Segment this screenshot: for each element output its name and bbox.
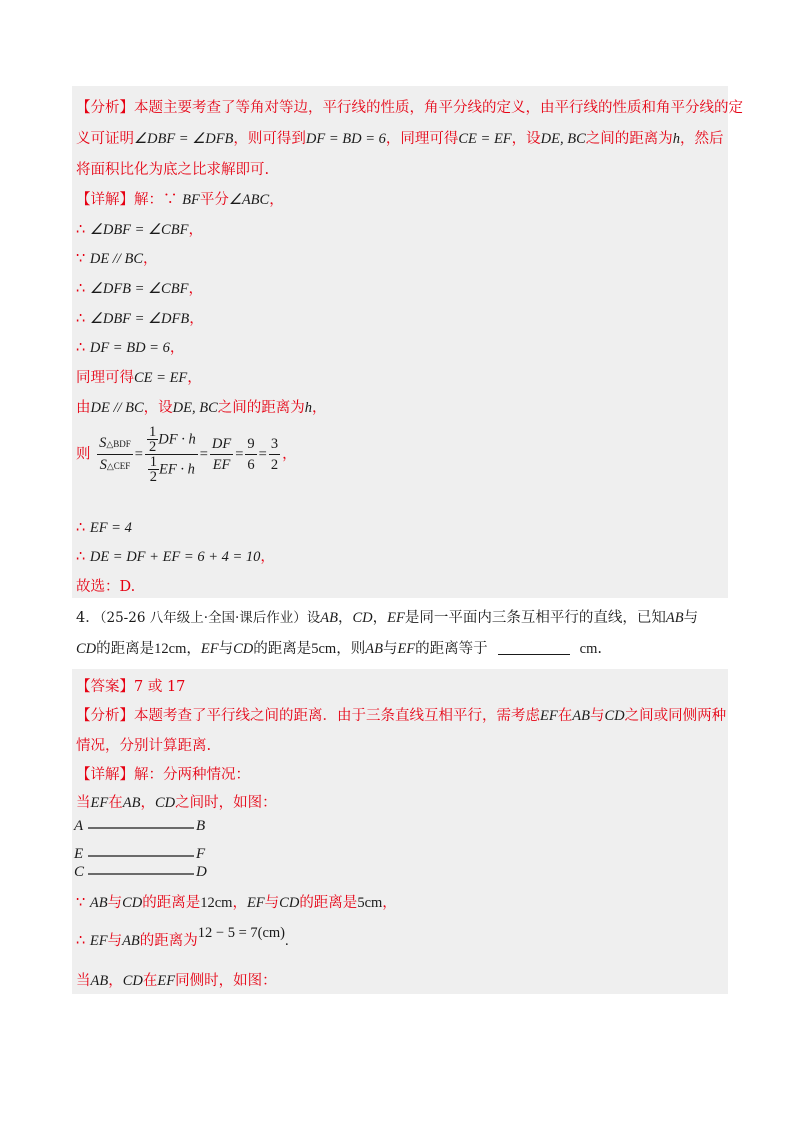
because-symbol: ∵ (163, 192, 178, 208)
analysis-text: 将面积比化为底之比求解即可. (76, 162, 270, 178)
detail-text: ， (382, 895, 397, 911)
math-expr: 12cm (154, 641, 187, 657)
analysis-line-1 (76, 98, 743, 118)
math-expr: CD (76, 641, 97, 657)
reason-line-1 (76, 893, 397, 913)
math-expr: CE = EF (134, 370, 188, 386)
point-label-a: A (74, 818, 84, 834)
point-label-f: F (196, 846, 206, 862)
analysis-4-line-2 (76, 736, 211, 756)
detail-text: 与 (107, 895, 123, 911)
math-expr: EF (246, 895, 265, 911)
analysis-text: 在 (557, 708, 573, 724)
reason-line-2 (76, 925, 289, 951)
math-expr: EF (200, 641, 219, 657)
detail-line-8: 由DE // BC，设DE, BC之间的距离为h， (76, 400, 327, 416)
detail-text: 同理可得 (76, 370, 134, 386)
detail-line-10 (76, 518, 132, 538)
math-expr: DE, BC (540, 131, 586, 147)
math-expr: ∠DBF = ∠DFB (134, 131, 234, 147)
question-text: 与 (218, 641, 234, 657)
triangle-subscript: △CEF (106, 461, 131, 471)
half-denominator: 2 (149, 469, 158, 485)
case-2-line (76, 971, 277, 991)
half-numerator: 1 (149, 454, 158, 470)
analysis-text: 【分析】本题考查了平行线之间的距离．由于三条直线互相平行，需考虑 (76, 708, 540, 724)
point-label-c: C (74, 864, 85, 880)
detail-text: 平分 (199, 192, 229, 208)
detail-text: 的距离为 (139, 933, 198, 949)
analysis-text: 与 (589, 708, 605, 724)
math-expr: EF (397, 641, 416, 657)
math-expr: h (672, 131, 681, 147)
analysis-text: 义可证明 (76, 131, 134, 147)
math-expr: 12cm (200, 895, 233, 911)
detail-line-5: ∴ ∠DBF = ∠DFB， (76, 311, 204, 327)
punct: ， (269, 192, 284, 208)
math-expr: AB (122, 933, 140, 949)
ratio-numerator: 9 (245, 434, 256, 455)
analysis-4-line-1 (76, 706, 726, 726)
therefore-symbol: ∴ (76, 549, 86, 565)
math-expr: AB (90, 973, 109, 989)
detail-text: ，设 (143, 400, 173, 416)
detail-text: 与 (264, 895, 280, 911)
therefore-symbol: ∴ (76, 311, 86, 327)
answer-blank[interactable] (498, 640, 570, 655)
math-expr: AB (320, 610, 338, 626)
detail-text: 当 (76, 795, 91, 811)
ratio-denominator: 6 (247, 457, 255, 473)
detail-text: 的距离是 (299, 895, 358, 911)
question-text: 的距离是 (96, 641, 155, 657)
detail-line-12 (76, 577, 135, 597)
math-expr: 5cm (311, 641, 337, 657)
question-source: （25-26 八年级上·全国·课后作业）设 (99, 610, 321, 626)
analysis-line-3 (76, 160, 269, 180)
question-text: 与 (382, 641, 398, 657)
math-expr: DE = DF + EF = 6 + 4 = 10 (89, 549, 261, 565)
choice-answer: 故选：D. (76, 579, 136, 595)
detail-line-6: ∴ DF = BD = 6， (76, 340, 185, 356)
question-text: 与 (683, 610, 699, 626)
therefore-symbol: ∴ (76, 281, 86, 297)
detail-text: 与 (107, 933, 123, 949)
math-expr: EF (89, 933, 108, 949)
ratio-fraction-1 (210, 434, 233, 475)
question-text: 的距离等于 (415, 641, 488, 657)
question-text: ， (338, 610, 353, 626)
analysis-text: ，然后 (680, 131, 724, 147)
question-text: ， (372, 610, 388, 626)
answer-line (76, 677, 185, 697)
unit-label: cm (579, 641, 598, 657)
math-expr: h (304, 400, 313, 416)
point-label-e: E (74, 846, 84, 862)
math-expr: AB (89, 895, 108, 911)
question-text: ，则 (336, 641, 366, 657)
half-denominator: 2 (148, 439, 157, 455)
half-base-height-fraction (145, 425, 198, 484)
math-expr: AB (665, 610, 684, 626)
math-expr: EF (90, 795, 109, 811)
detail-line-2: ∴ ∠DBF = ∠CBF， (76, 222, 203, 238)
math-expr: CE = EF (458, 131, 512, 147)
therefore-symbol: ∴ (76, 520, 86, 536)
math-expr: CD (154, 795, 176, 811)
point-label-b: B (196, 818, 206, 834)
math-expr: CD (279, 895, 300, 911)
math-expr: AB (572, 708, 590, 724)
analysis-text: 之间的距离为 (585, 131, 673, 147)
math-expr: ∠DBF = ∠DFB (89, 311, 190, 327)
detail-text: ， (108, 973, 123, 989)
detail-text: 在 (142, 973, 158, 989)
math-expr: ∠DBF = ∠CBF (89, 222, 189, 238)
math-expr: AB (365, 641, 383, 657)
therefore-symbol: ∴ (76, 340, 86, 356)
area-ratio-equation: 则 $\frac{\text{S△BDF}}{\text{S△CEF}}$ = $\frac{1}{2}$ DF · h $\frac{1}{2}$ EF · h = $\frac{DF}{EF}$ = $\frac{9}{6}$ = $\frac{3}{2}$ ， (76, 424, 297, 485)
detail-text: 之间时，如图： (175, 795, 277, 811)
half-numerator: 1 (148, 424, 157, 440)
math-expr: CD (604, 708, 625, 724)
question-number: 4． (76, 610, 100, 626)
ratio-denominator: EF (212, 457, 231, 473)
analysis-text: ，同理可得 (385, 131, 459, 147)
point-label-d: D (196, 864, 207, 880)
detail-text: ， (232, 895, 247, 911)
detail-text: 同侧时，如图： (175, 973, 277, 989)
math-expr: CD (352, 610, 373, 626)
math-expr: 5cm (357, 895, 383, 911)
analysis-line-2 (76, 129, 724, 149)
parallel-lines-svg (74, 816, 214, 884)
math-expr: DE // BC (89, 251, 144, 267)
math-expr: EF (387, 610, 405, 626)
detail-heading: 【详解】解：分两种情况： (76, 767, 250, 783)
because-symbol: ∵ (76, 895, 86, 911)
math-expr: ∠DFB = ∠CBF (89, 281, 189, 297)
answer-text: 【答案】7 或 17 (76, 679, 186, 695)
parallel-lines-figure (74, 816, 214, 884)
math-expr: CD (122, 895, 143, 911)
math-expr: 12 − 5 = 7(cm) (197, 925, 286, 941)
question-text: 的距离是 (253, 641, 312, 657)
area-symbol: S (99, 435, 107, 451)
detail-line-11: ∴ DE = DF + EF = 6 + 4 = 10， (76, 549, 275, 565)
detail-text: 当 (76, 973, 91, 989)
math-expr: DF · h (158, 431, 196, 448)
ratio-numerator: 3 (269, 434, 280, 455)
triangle-subscript: △BDF (106, 439, 131, 449)
analysis-text: 之间或同侧两种 (624, 708, 727, 724)
because-symbol: ∵ (76, 251, 86, 267)
math-expr: EF (157, 973, 176, 989)
analysis-text: 【分析】本题主要考查了等角对等边，平行线的性质，角平分线的定义，由平行线的性质和角平分线的定 (76, 100, 743, 116)
ratio-fraction-3 (269, 434, 280, 475)
detail-line-7: 同理可得CE = EF， (76, 370, 202, 386)
area-ratio-fraction (97, 433, 133, 476)
detail-line-1 (76, 190, 284, 210)
case-1-line (76, 793, 277, 813)
detail-line-4: ∴ ∠DFB = ∠CBF， (76, 281, 203, 297)
therefore-symbol: ∴ (76, 933, 86, 949)
detail-text: 则 (76, 446, 91, 463)
question-text: ， (186, 641, 201, 657)
punct: . (285, 933, 289, 949)
math-expr: EF · h (159, 461, 195, 478)
math-expr: DF = BD = 6 (305, 131, 386, 147)
math-expr: AB (122, 795, 141, 811)
question-4-line-1 (76, 608, 698, 628)
ratio-fraction-2 (245, 434, 256, 475)
punct: . (597, 641, 602, 657)
ratio-numerator: DF (210, 434, 233, 455)
detail-4-heading (76, 765, 250, 785)
detail-text: 在 (108, 795, 123, 811)
math-expr: DE // BC (90, 400, 144, 416)
math-expr: DF = BD = 6 (89, 340, 170, 356)
detail-text: 之间的距离为 (217, 400, 305, 416)
math-expr: CD (122, 973, 143, 989)
math-expr: EF = 4 (89, 520, 132, 536)
detail-line-3: ∵ DE // BC， (76, 251, 158, 267)
question-4-line-2 (76, 639, 602, 659)
therefore-symbol: ∴ (76, 222, 86, 238)
math-expr: BF (182, 192, 200, 208)
analysis-text: ，设 (511, 131, 541, 147)
detail-heading: 【详解】解： (76, 192, 163, 208)
analysis-text: ，则可得到 (233, 131, 306, 147)
math-expr: DE, BC (172, 400, 218, 416)
analysis-text: 情况，分别计算距离. (76, 738, 212, 754)
math-expr: ∠ABC (228, 192, 270, 208)
math-expr: EF (540, 708, 558, 724)
detail-text: ， (140, 795, 155, 811)
math-expr: CD (233, 641, 254, 657)
ratio-denominator: 2 (270, 457, 279, 473)
question-text: 是同一平面内三条互相平行的直线，已知 (404, 610, 666, 626)
detail-text: 由 (76, 400, 91, 416)
area-symbol: S (99, 457, 107, 473)
detail-text: 的距离是 (142, 895, 201, 911)
